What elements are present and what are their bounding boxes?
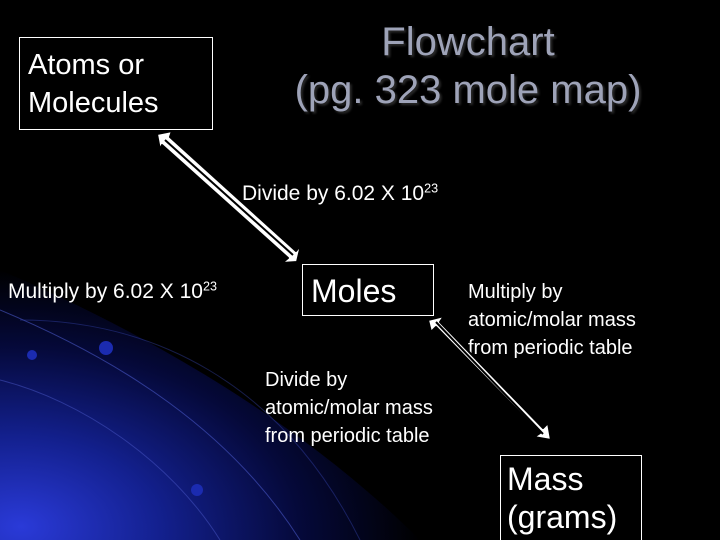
title-line-2: (pg. 323 mole map) (294, 68, 642, 112)
multiply-avogadro-exponent: 23 (202, 279, 217, 294)
mass-line-1: Mass (507, 461, 584, 497)
arrow-atoms-to-moles (157, 131, 301, 263)
divide-avogadro-text: Divide by 6.02 X 10 (242, 182, 425, 205)
atoms-line-1: Atoms or (28, 49, 145, 81)
multiply-molar-label: Multiply by atomic/molar mass from periodic table (468, 281, 636, 359)
atoms-line-2: Molecules (28, 87, 159, 119)
mass-line-2: (grams) (507, 499, 618, 535)
multiply-avogadro-text: Multiply by 6.02 X 10 (8, 280, 203, 303)
title-line-1: Flowchart (381, 20, 555, 64)
divide-avogadro-exponent: 23 (424, 181, 439, 196)
divide-molar-label: Divide by atomic/molar mass from periodic table (265, 369, 433, 447)
moles-label: Moles (311, 273, 397, 309)
arrow-moles-to-mass (428, 316, 551, 440)
